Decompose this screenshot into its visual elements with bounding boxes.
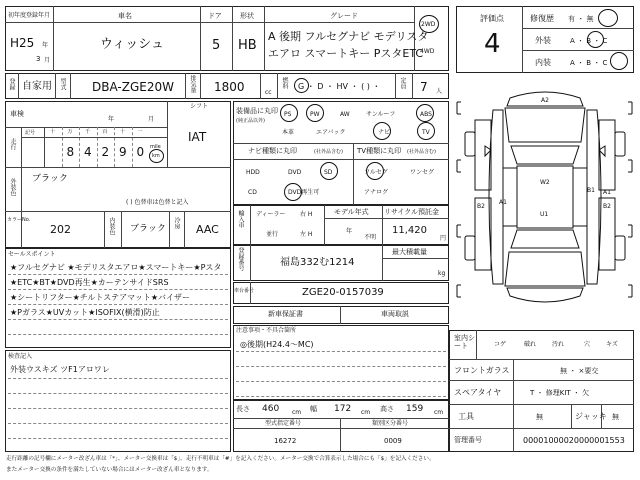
shift-label: シフト	[190, 103, 209, 110]
nav-item: SD	[324, 169, 333, 176]
label-b2-left: B2	[477, 203, 485, 210]
displacement-label: 排気量	[189, 75, 196, 93]
tv-item: アナログ	[364, 189, 389, 196]
mileage-divider	[114, 127, 115, 167]
equipment-circle	[306, 104, 324, 122]
equipment-label: 装備品に丸印	[236, 107, 278, 115]
interior-sheet-item: 破れ	[524, 341, 537, 348]
color-note: ( ) 色替車は色替と記入	[126, 199, 189, 206]
mileage-digit-4: 9	[119, 145, 127, 159]
inspection-month-unit: 月	[148, 116, 155, 123]
notes-text: ◎後期(H24.4〜MC)	[240, 340, 314, 349]
reg-label: 登録	[8, 78, 15, 90]
import-dealer: ディーラー	[256, 211, 286, 218]
chassis-value: ZGE20-0157039	[302, 287, 384, 298]
length-cm: cm	[292, 409, 302, 416]
tools-label: 工具	[458, 412, 474, 421]
mileage-divider	[79, 127, 80, 167]
width-cm: cm	[361, 409, 371, 416]
equipment-item-エアバック: エアバック	[316, 129, 346, 136]
color-no-value: 202	[50, 223, 71, 236]
equipment-circle	[280, 104, 298, 122]
height-label: 高さ	[380, 405, 394, 413]
capacity-label: 定員	[399, 77, 406, 89]
displacement: 1800	[214, 80, 245, 94]
class-no-label: 類別区分番号	[372, 420, 409, 427]
warranty-label: 新車保証書	[268, 310, 303, 318]
interior-circle	[610, 52, 628, 70]
front-glass-value: 無 ・ ×要交	[560, 367, 599, 375]
equipment-item-TV: TV	[422, 129, 430, 136]
inspector-text: 外装ウスキズ ツF1アロワレ	[10, 365, 110, 374]
person-unit: 人	[436, 88, 443, 95]
mileage-header-1: 万	[67, 129, 73, 135]
exterior-label: 外装	[535, 36, 551, 45]
kg-unit: kg	[438, 270, 446, 277]
mileage-digit-3: 2	[101, 145, 110, 159]
mileage-header-5: 一	[137, 129, 143, 135]
first-reg-era: H25	[10, 36, 35, 50]
height-value: 159	[406, 404, 424, 414]
equipment-circle	[416, 104, 434, 122]
nav-circle	[320, 162, 338, 180]
footer-line-2: またメーター交換の条件を満たしていない場合にはメーター改ざん車となります。	[6, 467, 213, 473]
notes-label: 注意事項・不具合箇所	[236, 327, 297, 334]
car-name-label: 車名	[118, 12, 132, 20]
model-year-unknown: 不明	[364, 234, 377, 241]
model-label: 型式	[59, 78, 66, 90]
equipment-circle	[373, 122, 391, 140]
sales-line-3: ★シートリフター★チルトステアマット★バイザー	[10, 293, 190, 302]
interior-options: A ・ B ・ C	[570, 59, 608, 67]
equipment-item-PS: PS	[284, 111, 292, 118]
footer-line-1: 走行距離の記号欄にメーター改ざん車は「*」、メーター交換車は「$」、走行不明車は「#」を記入ください。メーター交換で合算表示した場合にも「$」を記入ください。	[6, 456, 435, 462]
mileage-header-4: 十	[120, 129, 126, 135]
mileage-label: 走行	[9, 138, 16, 150]
mileage-divider	[62, 127, 63, 167]
tv-item: ワンセグ	[410, 169, 435, 176]
shape: HB	[238, 38, 257, 53]
cc-unit: cc	[265, 89, 272, 96]
length-label: 長さ	[236, 405, 250, 413]
reg-type: 自家用	[22, 81, 52, 92]
model-year-label: モデル年式	[334, 208, 369, 216]
equipment-item-AW: AW	[340, 111, 350, 118]
warranty-box	[233, 306, 449, 324]
registration-value: 福島332む1214	[280, 257, 355, 268]
nav-item: HDD	[246, 169, 260, 176]
width-value: 172	[334, 404, 352, 414]
exterior-circle	[587, 31, 604, 48]
label-b1: B1	[587, 187, 595, 194]
equipment-sub: (純正品以外)	[236, 118, 265, 124]
interior-sheet-label: 室内シート	[454, 334, 475, 350]
doors: 5	[212, 38, 221, 53]
car-damage-diagram	[455, 80, 634, 327]
mileage-header-0: 十	[50, 129, 56, 135]
label-a2: A2	[541, 97, 549, 104]
notes-box	[233, 325, 449, 400]
width-label: 幅	[310, 405, 317, 413]
exterior-options: A ・ B ・ C	[570, 37, 608, 45]
equipment-item-PW: PW	[310, 111, 320, 118]
fuel-circle	[294, 78, 309, 93]
jack-label: ジャッキ	[575, 412, 607, 421]
score-label: 評価点	[480, 14, 504, 23]
nav-item: DVD再生可	[288, 189, 320, 196]
inspection-label: 車検	[10, 110, 24, 118]
interior-color-value: ブラック	[130, 224, 166, 234]
mileage-header-3: 百	[102, 129, 108, 135]
label-a1: A1	[499, 199, 507, 206]
label-b2-right: B2	[603, 203, 611, 210]
height-cm: cm	[434, 409, 444, 416]
year-unit: 年	[42, 42, 49, 49]
recycle-label: リサイクル預託金	[384, 208, 440, 216]
registration-label: 登録番号	[237, 247, 244, 271]
front-glass-label: フロントガラス	[454, 366, 510, 375]
first-reg-month: 3	[36, 55, 41, 63]
max-load-label: 最大積載量	[392, 248, 427, 256]
mileage-digit-1: 8	[66, 145, 75, 159]
km-label: km	[152, 153, 160, 159]
color-no-label: カラーNo.	[7, 217, 31, 223]
length-value: 460	[262, 404, 280, 414]
interior-label: 内装	[535, 58, 551, 67]
nav-item: CD	[248, 189, 257, 196]
tv-item: フルセグ	[364, 169, 388, 176]
spare-label: スペアタイヤ	[454, 388, 502, 397]
mileage-divider	[97, 127, 98, 167]
equipment-circle	[417, 122, 435, 140]
nav-circle	[284, 183, 302, 201]
interior-color-label: 内装色	[108, 217, 115, 235]
equipment-item-サンルーフ: サンルーフ	[366, 111, 396, 118]
inspection-year-unit: 年	[108, 116, 115, 123]
interior-sheet-item: 汚れ	[552, 341, 565, 348]
inspector-label: 検査記入	[8, 353, 33, 360]
import-parallel: 並行	[266, 231, 279, 238]
equipment-item-ナビ: ナビ	[378, 129, 391, 136]
sales-points-label: セールスポイント	[8, 251, 56, 258]
grade-line2: エアロ スマートキー PスタETC	[268, 47, 424, 60]
nav-label: ナビ種類に丸印	[248, 147, 297, 155]
repair-options: 有 ・ 無	[568, 15, 594, 23]
recycle-value: 11,420	[392, 225, 427, 236]
fuel-options: G ・ D ・ HV ・ ( ) ・	[298, 82, 381, 91]
equipment-item-ABS: ABS	[420, 111, 432, 118]
model: DBA-ZGE20W	[92, 80, 174, 94]
month-unit: 月	[44, 57, 51, 64]
nav-sub: (社外品含む)	[314, 149, 343, 155]
label-a1-right: A1	[603, 189, 611, 196]
interior-sheet-item: キズ	[606, 341, 618, 348]
interior-sheet-item: コゲ	[494, 341, 507, 348]
label-w2: W2	[540, 179, 550, 186]
tv-sub: (社外品含む)	[407, 149, 436, 155]
class-no-value: 0009	[384, 437, 402, 445]
chassis-label: 車台番号	[234, 288, 255, 294]
ac-value: AAC	[196, 223, 219, 236]
tools-value: 無	[536, 413, 543, 421]
repair-circle	[598, 9, 618, 27]
shift-value: IAT	[188, 130, 207, 144]
jack-value: 無	[612, 413, 619, 421]
spare-value: T ・ 修理KIT ・ 欠	[530, 389, 590, 397]
tv-label: TV種類に丸印	[357, 147, 402, 155]
capacity: 7	[420, 80, 428, 94]
import-left: 左 H	[300, 231, 313, 238]
sales-line-1: ★フルセグナビ ★モデリスタエアロ★スマートキー★Pスタ	[10, 263, 222, 272]
color-label: 外装色	[9, 178, 16, 196]
sales-line-4: ★Pガラス★UVカット★ISOFIX(横滑)防止	[10, 308, 160, 317]
equipment-item-本革: 本革	[282, 129, 295, 136]
door-label: ドア	[208, 12, 222, 20]
type-no-value: 16272	[274, 437, 297, 445]
type-no-label: 型式指定番号	[265, 420, 302, 427]
record-label: 記号	[25, 130, 36, 136]
shape-label: 形状	[240, 12, 254, 20]
tv-circle	[366, 162, 384, 180]
label-u1: U1	[540, 211, 549, 218]
grade-line1: A 後期 フルセグナビ モデリスタ	[268, 30, 429, 43]
yen-unit: 円	[440, 235, 447, 242]
mileage-digit-2: 4	[84, 145, 92, 159]
mileage-header-2: 千	[85, 129, 91, 135]
color-value: ブラック	[32, 174, 68, 184]
import-label: 輸入車	[237, 210, 244, 228]
ac-label: 冷房	[173, 217, 180, 229]
mgmt-value: 00001000020000001553	[523, 436, 625, 445]
grade-label: グレード	[330, 12, 358, 20]
import-right: 右 H	[300, 211, 313, 218]
mileage-header-line	[21, 137, 167, 138]
mgmt-label: 管理番号	[454, 436, 482, 444]
sales-line-2: ★ETC★BT★DVD再生★カーテンサイドSRS	[10, 278, 169, 287]
repair-label: 修復歴	[530, 14, 554, 23]
drive-4wd: 4WD	[420, 48, 435, 55]
drive-2wd: 2WD	[421, 21, 436, 28]
car-name: ウィッシュ	[100, 37, 164, 52]
nav-item: DVD	[288, 169, 302, 176]
manual-label: 車両取説	[381, 310, 409, 318]
fuel-label: 燃料	[281, 77, 288, 89]
interior-sheet-item: 穴	[584, 341, 591, 348]
first-reg-label: 初年度登録年月	[8, 12, 51, 19]
mile-label: mile	[150, 144, 161, 150]
mileage-digit-5: 0	[136, 145, 145, 159]
model-year-value: 年	[346, 228, 353, 235]
score-value: 4	[484, 29, 501, 59]
mileage-divider	[132, 127, 133, 167]
